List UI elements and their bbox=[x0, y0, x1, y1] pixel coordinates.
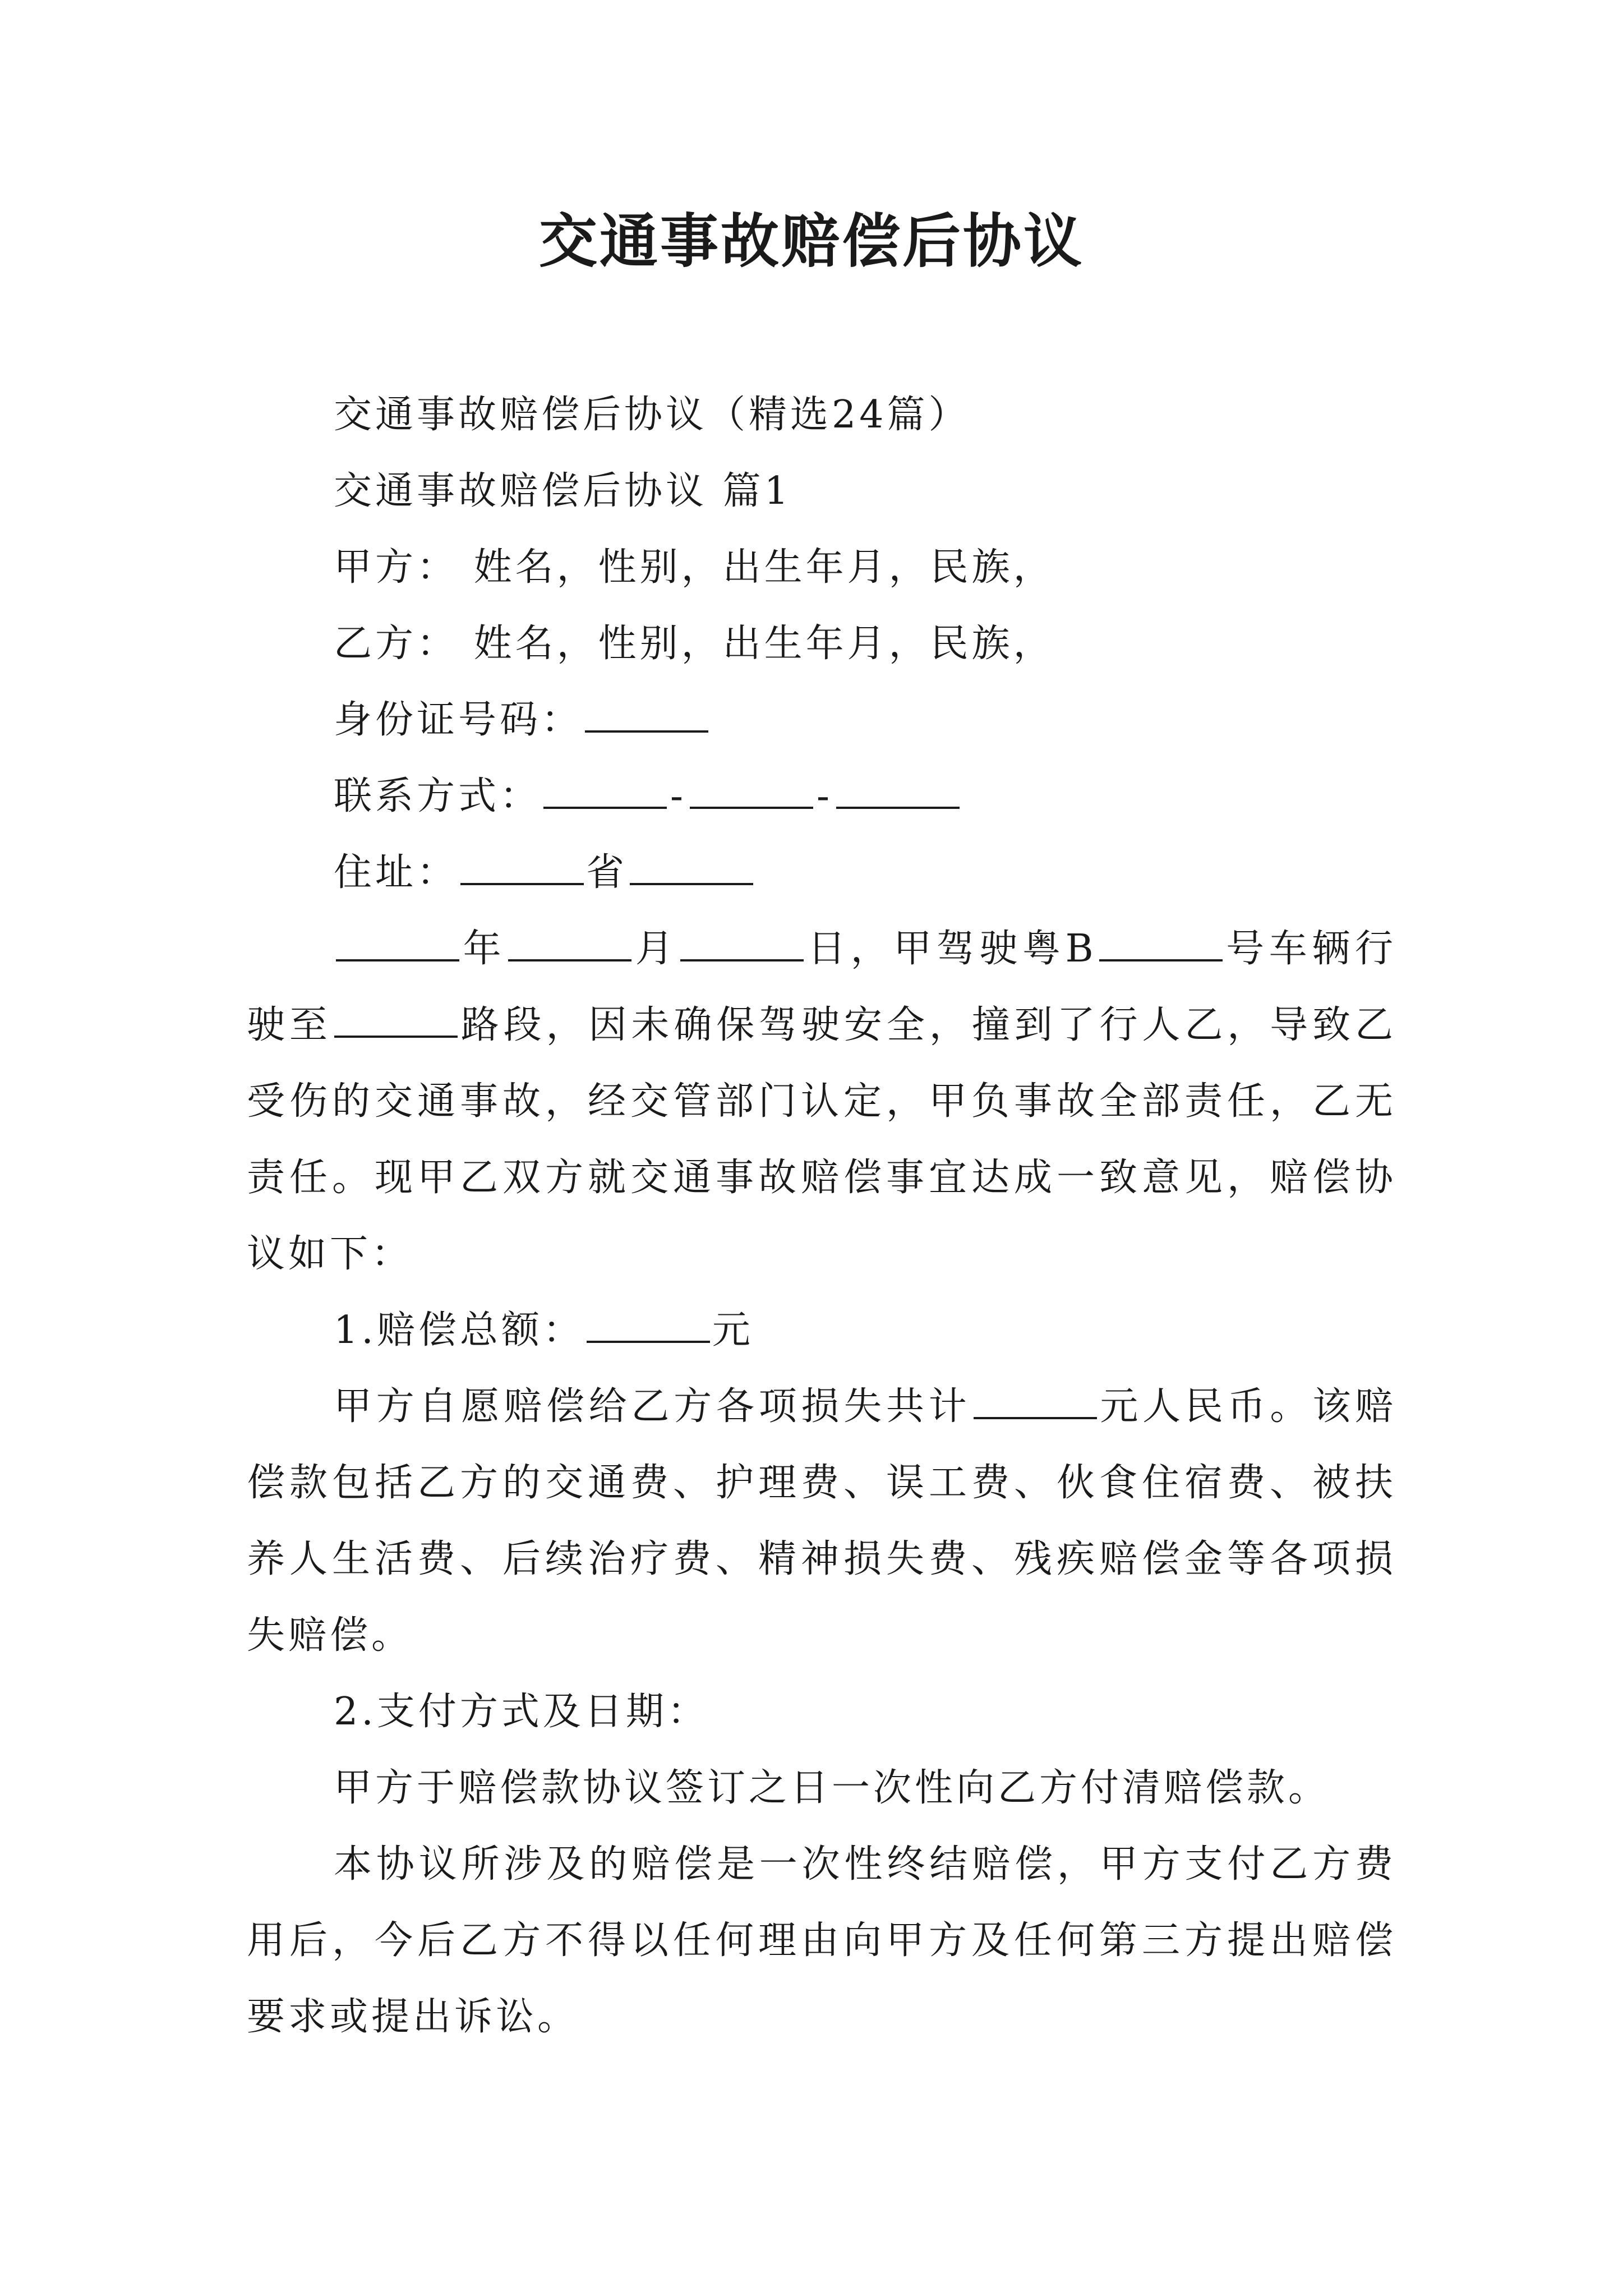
party-b-text: 姓名，性别，出生年月，民族， bbox=[473, 622, 1055, 666]
id-number-line bbox=[247, 682, 1396, 758]
accident-year-label: 年 bbox=[462, 927, 506, 971]
clause-1-label: 1.赔偿总额： bbox=[334, 1308, 584, 1352]
road-section-blank bbox=[334, 1004, 458, 1038]
accident-month-blank bbox=[508, 928, 631, 961]
compensation-amount-blank bbox=[974, 1386, 1097, 1419]
final-clause: 本协议所涉及的赔偿是一次性终结赔偿，甲方支付乙方费用后，今后乙方不得以任何理由向甲方及任何第三方提出赔偿要求或提出诉讼。 bbox=[247, 1842, 1396, 2039]
clause-2-body: 甲方于赔偿款协议签订之日一次性向乙方付清赔偿款。 bbox=[334, 1766, 1330, 1810]
accident-year-blank bbox=[336, 928, 459, 961]
vehicle-number-blank bbox=[1099, 928, 1223, 961]
clause-1-body-suffix: 元人民币。该赔偿款包括乙方的交通费、护理费、误工费、伙食住宿费、被扶养人生活费、后续治疗费、精神损失费、残疾赔偿金等各项损失赔偿。 bbox=[247, 1384, 1396, 1658]
party-a-label: 甲方： bbox=[334, 545, 459, 590]
clause-1-heading bbox=[247, 1292, 1396, 1369]
party-a-line bbox=[247, 530, 1396, 606]
address-blank-1 bbox=[460, 852, 584, 885]
accident-day-blank bbox=[680, 928, 804, 961]
accident-paragraph bbox=[247, 911, 1396, 1292]
address-line bbox=[247, 835, 1396, 911]
contact-separator-2: - bbox=[817, 774, 833, 818]
document-title: 交通事故赔偿后协议 bbox=[538, 206, 1084, 275]
total-amount-blank bbox=[587, 1309, 710, 1343]
id-number-label: 身份证号码： bbox=[334, 698, 583, 742]
document-body bbox=[247, 377, 1396, 2055]
accident-day-text: 日，甲驾驶粤B bbox=[806, 927, 1097, 971]
subtitle-line: 交通事故赔偿后协议（精选24篇） bbox=[334, 393, 970, 437]
contact-blank-1 bbox=[543, 775, 667, 809]
address-blank-2 bbox=[630, 852, 753, 885]
contact-line bbox=[247, 758, 1396, 835]
id-number-blank bbox=[585, 699, 708, 733]
chapter-heading: 交通事故赔偿后协议 篇1 bbox=[334, 469, 792, 513]
accident-description: 路段，因未确保驾驶安全，撞到了行人乙，导致乙受伤的交通事故，经交管部门认定，甲负事故全部责任，乙无责任。现甲乙双方就交通事故赔偿事宜达成一致意见，赔偿协议如下： bbox=[247, 1003, 1396, 1276]
contact-label: 联系方式： bbox=[334, 774, 542, 818]
party-b-line bbox=[247, 606, 1396, 682]
contact-blank-2 bbox=[690, 775, 813, 809]
address-province: 省 bbox=[586, 850, 628, 895]
contact-separator-1: - bbox=[670, 774, 686, 818]
vehicle-suffix-text: 号车辆行驶至 bbox=[247, 927, 1396, 1047]
accident-month-label: 月 bbox=[634, 927, 679, 971]
clause-1-body-prefix: 甲方自愿赔偿给乙方各项损失共计 bbox=[334, 1384, 971, 1429]
party-b-label: 乙方： bbox=[334, 622, 459, 666]
address-label: 住址： bbox=[334, 850, 459, 895]
party-a-text: 姓名，性别，出生年月，民族， bbox=[473, 545, 1055, 590]
contact-blank-3 bbox=[836, 775, 960, 809]
clause-2-heading: 2.支付方式及日期： bbox=[334, 1690, 709, 1734]
clause-1-body bbox=[247, 1369, 1396, 1674]
clause-1-unit: 元 bbox=[712, 1308, 754, 1352]
